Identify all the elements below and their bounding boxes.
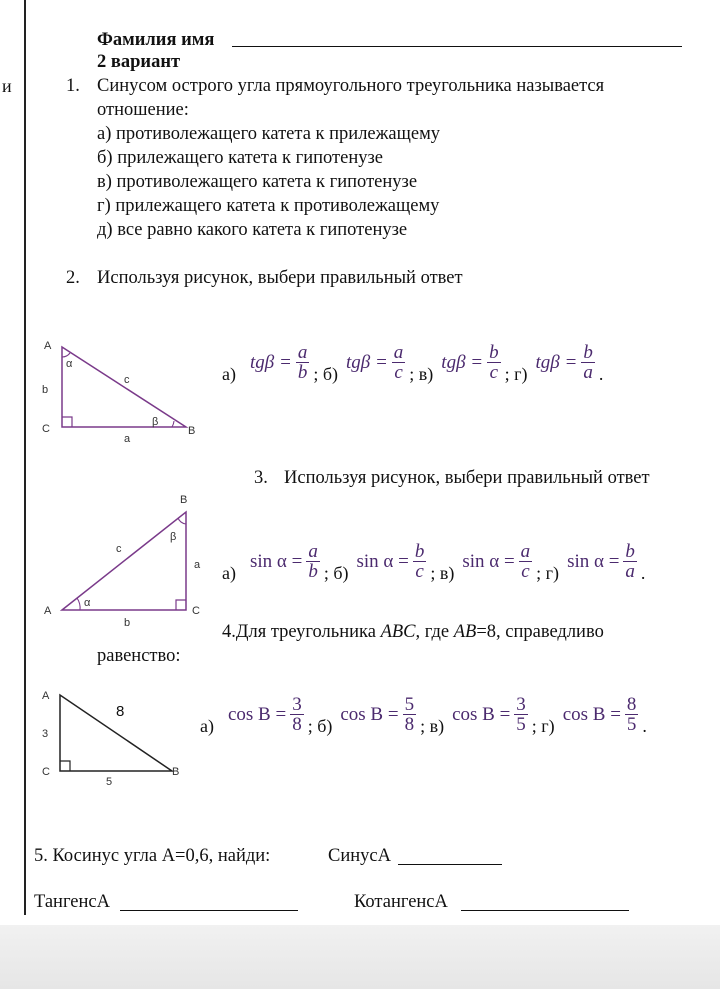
q1-text-line1: Синусом острого угла прямоугольного треугольника называется (97, 76, 605, 96)
q2-option-sep: ; в) (409, 364, 434, 384)
q3-option-d[interactable]: sin α = $\frac{b}{a}$ (567, 541, 635, 582)
q3-side-b: b (124, 617, 131, 629)
q5-text: 5. Косинус угла А=0,6, найди: (34, 846, 271, 866)
q1-option-a: а) противолежащего катета к прилежащему (97, 124, 441, 144)
q3-option-sep: ; в) (430, 563, 455, 583)
q3-option-b[interactable]: sin α = $\frac{b}{c}$ (356, 541, 425, 582)
q3-vertex-a: A (44, 605, 52, 617)
q4-option-sep: ; б) (307, 716, 333, 736)
q2-vertex-a: A (44, 340, 52, 352)
q4-option-sep: ; в) (420, 716, 445, 736)
q4-option-end: . (642, 716, 647, 736)
q2-option-a[interactable]: tgβ = $\frac{a}{b}$ (249, 342, 308, 383)
q3-side-c: c (116, 543, 122, 555)
q4-leg-vertical: 3 (42, 728, 49, 740)
q1-option-e: д) все равно какого катета к гипотенузе (97, 220, 408, 240)
q2-option-sep: ; г) (504, 364, 528, 384)
q3-option-sep: ; г) (536, 563, 560, 583)
q4-text: 4.Для треугольника ABC, где AB=8, справедливо (222, 622, 604, 642)
q5-cot-answer-field[interactable] (461, 910, 629, 911)
q2-option-d[interactable]: tgβ = $\frac{b}{a}$ (535, 342, 593, 383)
q1-option-c: в) противолежащего катета к гипотенузе (97, 172, 418, 192)
q5-cot-label: КотангенсА (354, 892, 448, 912)
q2-option-a-letter: а) (222, 364, 236, 384)
q3-vertex-b: B (180, 494, 188, 506)
q5-sin-label: СинусА (328, 846, 391, 866)
q2-option-end: . (598, 364, 604, 384)
q3-option-c[interactable]: sin α = $\frac{a}{c}$ (462, 541, 531, 582)
q2-number: 2. (66, 268, 80, 288)
q2-angle-alpha: α (66, 358, 73, 370)
q4-option-a-letter: а) (200, 716, 214, 736)
q5-tan-label: ТангенсА (34, 892, 110, 912)
q2-side-a: a (124, 433, 131, 445)
page-bottom-margin (0, 925, 720, 989)
q1-text-line2: отношение: (97, 100, 189, 120)
q4-hypotenuse: 8 (116, 703, 125, 720)
name-field[interactable] (232, 46, 682, 47)
q2-options (222, 343, 611, 382)
q3-option-a[interactable]: sin α = $\frac{a}{b}$ (249, 541, 318, 582)
q4-option-c[interactable]: cos B = $\frac{3}{5}$ (452, 694, 526, 735)
q1-option-b: б) прилежащего катета к гипотенузе (97, 148, 384, 168)
q4-vertex-a: A (42, 690, 50, 702)
q2-text: Используя рисунок, выбери правильный ответ (97, 268, 463, 288)
q2-option-sep: ; б) (313, 364, 338, 384)
q3-number: 3. (254, 468, 268, 488)
name-label: Фамилия имя (97, 30, 215, 50)
q4-vertex-c: C (42, 766, 50, 778)
q1-number: 1. (66, 76, 80, 96)
q2-triangle-figure (36, 335, 206, 450)
q3-vertex-c: C (192, 605, 200, 617)
q2-side-c: c (124, 374, 130, 386)
edge-char: и (2, 76, 12, 96)
margin-line (24, 0, 26, 915)
q3-option-sep: ; б) (323, 563, 349, 583)
q4-option-sep: ; г) (531, 716, 555, 736)
q4-option-b[interactable]: cos B = $\frac{5}{8}$ (340, 694, 415, 735)
q4-text-line2: равенство: (97, 646, 181, 666)
q4-options (200, 695, 655, 734)
q4-option-a[interactable]: cos B = $\frac{3}{8}$ (227, 694, 302, 735)
q3-options (222, 542, 653, 581)
q4-vertex-b: B (172, 766, 180, 778)
q2-vertex-c: C (42, 423, 50, 435)
q2-side-b: b (42, 384, 49, 396)
q1-option-d: г) прилежащего катета к противолежащему (97, 196, 440, 216)
q4-leg-horizontal: 5 (106, 776, 113, 787)
q3-side-a: a (194, 559, 201, 571)
q2-vertex-b: B (188, 425, 196, 437)
q2-option-b[interactable]: tgβ = $\frac{a}{c}$ (345, 342, 404, 383)
q3-option-end: . (640, 563, 646, 583)
q3-angle-beta: β (170, 531, 177, 543)
q5-tan-answer-field[interactable] (120, 910, 298, 911)
q3-angle-alpha: α (84, 597, 91, 609)
q2-angle-beta: β (152, 416, 159, 428)
q3-text: Используя рисунок, выбери правильный ответ (284, 468, 650, 488)
q3-triangle-figure (36, 488, 216, 630)
q2-option-c[interactable]: tgβ = $\frac{b}{c}$ (441, 342, 499, 383)
q5-sin-answer-field[interactable] (398, 864, 502, 865)
q4-triangle-figure (36, 685, 196, 787)
variant-label: 2 вариант (97, 52, 181, 72)
q3-option-a-letter: а) (222, 563, 236, 583)
q4-option-d[interactable]: cos B = $\frac{8}{5}$ (562, 694, 637, 735)
